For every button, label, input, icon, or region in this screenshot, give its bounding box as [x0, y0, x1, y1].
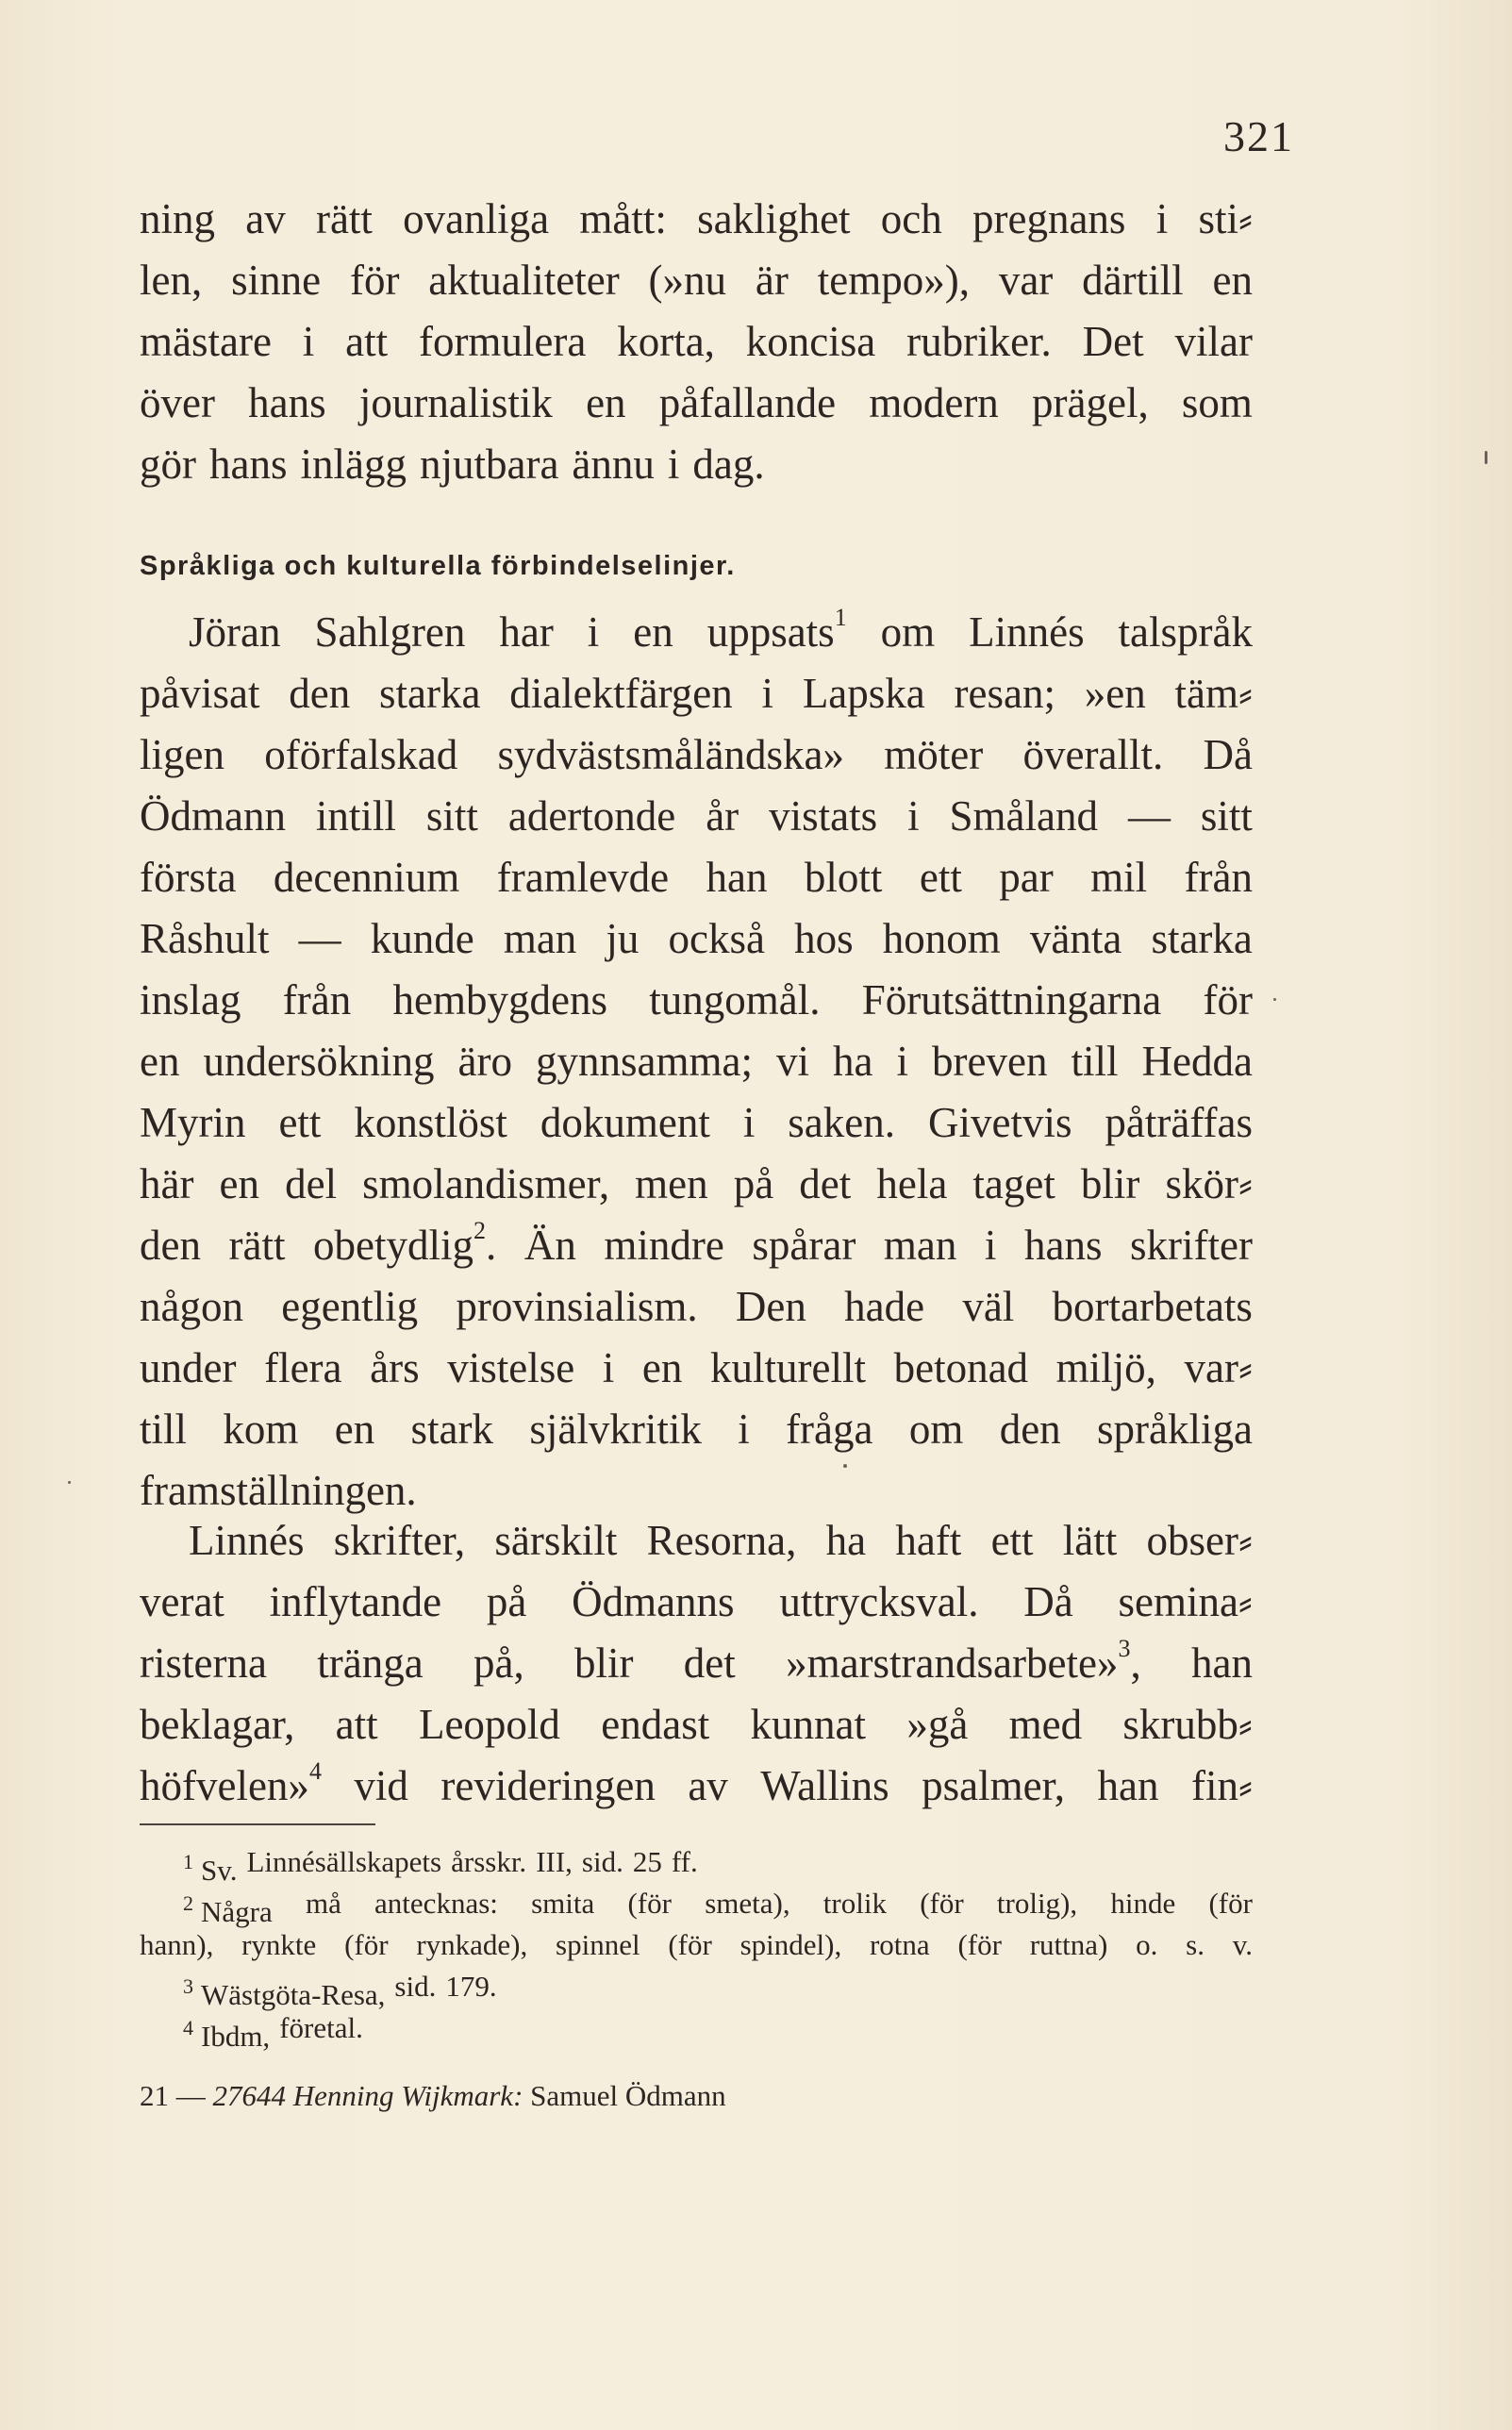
word: »en — [1084, 670, 1146, 717]
word: njutbara — [419, 441, 559, 488]
footnote-word: trolig), — [996, 1887, 1078, 1920]
word: obser⸗ — [1146, 1517, 1253, 1564]
paper-speck — [1485, 451, 1487, 464]
footnote-word: (för — [668, 1928, 712, 1961]
word: för — [349, 257, 400, 304]
word: flera — [264, 1344, 342, 1391]
footnotes — [140, 1841, 1253, 2053]
word: egentlig — [281, 1283, 419, 1330]
word: par — [999, 854, 1054, 901]
word: ovanliga — [403, 195, 550, 242]
word: talspråk — [1118, 608, 1253, 656]
word: Resorna, — [646, 1517, 797, 1564]
word: i — [896, 1038, 909, 1085]
word: dokument — [540, 1099, 710, 1146]
footnote-word: $^1$ Sv. — [183, 1850, 238, 1887]
word: hans — [1023, 1222, 1103, 1269]
word: hos — [794, 915, 854, 962]
word: av — [688, 1762, 728, 1809]
word: en — [1212, 257, 1253, 304]
footnote-word: (för — [1208, 1887, 1253, 1920]
word: mått: — [579, 195, 667, 242]
footnote-word: årsskr. — [451, 1845, 527, 1878]
footnote-word: $^4$ Ibdm, — [183, 2016, 271, 2053]
word: Givetvis — [927, 1099, 1072, 1146]
word: av — [245, 195, 286, 242]
book-title: Samuel Ödmann — [530, 2079, 726, 2112]
text-line — [140, 311, 1253, 373]
word: revideringen — [440, 1762, 656, 1809]
word: hans — [248, 379, 326, 426]
word: rubriker. — [906, 318, 1052, 365]
word: undersökning — [203, 1038, 435, 1085]
word: intill — [315, 792, 396, 840]
word: om — [880, 608, 936, 656]
word: spårar — [752, 1222, 856, 1269]
footnote-word: (för — [957, 1928, 1002, 1961]
word: sinne — [231, 257, 322, 304]
word: tränga — [317, 1639, 424, 1687]
word: den — [999, 1406, 1061, 1453]
word: Det — [1082, 318, 1144, 365]
word: Hedda — [1141, 1038, 1253, 1085]
footnote-word: s. — [1186, 1928, 1205, 1961]
word: han — [1190, 1639, 1253, 1687]
word: skrifter, — [333, 1517, 466, 1564]
word: ett — [278, 1099, 322, 1146]
word: kom — [223, 1406, 299, 1453]
paragraph-1 — [140, 189, 1253, 495]
word: någon — [140, 1283, 243, 1330]
word: äro — [457, 1038, 512, 1085]
word: på, — [473, 1639, 524, 1687]
word: i — [587, 608, 600, 656]
word: väl — [962, 1283, 1015, 1330]
text-line — [140, 1031, 1253, 1092]
word: sydvästsmåländska» — [497, 731, 844, 778]
word: uttrycksval. — [779, 1578, 979, 1625]
word: vänta — [1029, 915, 1122, 962]
word: ning — [140, 195, 216, 242]
footnote-word: rotna — [869, 1928, 930, 1961]
word: var⸗ — [1184, 1344, 1253, 1391]
word: i — [667, 441, 680, 488]
word: Wallins — [760, 1762, 889, 1809]
word: taget — [972, 1160, 1055, 1207]
word: påfallande — [658, 379, 837, 426]
text-line — [140, 250, 1253, 311]
word: del — [285, 1160, 338, 1207]
footnote-word: rynkade), — [416, 1928, 528, 1961]
word: till — [1071, 1038, 1119, 1085]
word: fin⸗ — [1191, 1762, 1253, 1809]
footnote-word: smeta), — [705, 1887, 790, 1920]
word: inflytande — [269, 1578, 442, 1625]
paragraph-3 — [140, 1510, 1253, 1817]
text-line — [140, 1572, 1253, 1633]
footnote-word: trolik — [822, 1887, 887, 1920]
word: sti⸗ — [1198, 195, 1253, 242]
text-line — [140, 663, 1253, 724]
footnote-word: $^2$ Några — [183, 1891, 273, 1928]
footnote-word: o. — [1136, 1928, 1158, 1961]
text-line — [140, 373, 1253, 434]
word: framställningen. — [140, 1467, 417, 1514]
word: sitt — [1200, 792, 1253, 840]
text-line — [140, 1276, 1253, 1338]
word: korta, — [617, 318, 715, 365]
word: att — [335, 1701, 378, 1748]
word: i — [738, 1406, 750, 1453]
word: möter — [884, 731, 984, 778]
word: stark — [410, 1406, 494, 1453]
word: blir — [1080, 1160, 1140, 1207]
word: blott — [804, 854, 883, 901]
word: provinsialism. — [456, 1283, 698, 1330]
word: framlevde — [496, 854, 670, 901]
word: dag. — [692, 441, 765, 488]
footnote-word: (för — [344, 1928, 389, 1961]
word: första — [140, 854, 237, 901]
word: år — [706, 792, 739, 840]
word: Lapska — [802, 670, 925, 717]
word: vistelse — [447, 1344, 575, 1391]
text-line — [140, 1092, 1253, 1154]
word: »marstrandsarbete»$^3$, — [786, 1635, 1141, 1687]
footnote-line — [140, 1883, 1253, 1928]
word: i — [302, 318, 315, 365]
footnote-word: smita — [531, 1887, 595, 1920]
text-line — [140, 1338, 1253, 1399]
word: tempo»), — [817, 257, 970, 304]
word: hans — [209, 441, 288, 488]
word: påträffas — [1105, 1099, 1253, 1146]
word: aktualiteter — [428, 257, 620, 304]
footnote-marker: 3 — [1118, 1635, 1131, 1662]
word: vistats — [769, 792, 878, 840]
footnote-number: 3 — [183, 1974, 193, 1998]
word: en — [633, 608, 673, 656]
footnote-word: företal. — [279, 2011, 363, 2044]
word: Då — [1203, 731, 1253, 778]
word: att — [345, 318, 389, 365]
word: han — [706, 854, 768, 901]
word: därtill — [1082, 257, 1184, 304]
footnote-number: 2 — [183, 1891, 193, 1915]
footnote-word: ruttna) — [1029, 1928, 1108, 1961]
word: Linnés — [189, 1517, 305, 1564]
word: Ödmanns — [572, 1578, 735, 1625]
word: tungomål. — [649, 976, 821, 1024]
word: skrubb⸗ — [1122, 1701, 1253, 1748]
word: koncisa — [745, 318, 876, 365]
word: Sahlgren — [314, 608, 466, 656]
text-line — [140, 189, 1253, 250]
word: men — [635, 1160, 708, 1207]
word: hade — [844, 1283, 925, 1330]
word: formulera — [418, 318, 587, 365]
footnote-line — [140, 2007, 1253, 2053]
word: »gå — [906, 1701, 969, 1748]
word: mästare — [140, 318, 272, 365]
footnote-number: 1 — [183, 1850, 193, 1873]
word: påvisat — [140, 670, 260, 717]
footnote-marker: 4 — [308, 1757, 322, 1785]
word: decennium — [273, 854, 460, 901]
word: ha — [825, 1517, 867, 1564]
word: höfvelen»$^4$ — [140, 1757, 322, 1809]
word: också — [668, 915, 766, 962]
word: hela — [876, 1160, 948, 1207]
footnote-line — [140, 1924, 1253, 1966]
text-line — [140, 970, 1253, 1031]
footnote-word: (för — [627, 1887, 672, 1920]
word: Än — [523, 1222, 576, 1269]
page-number: 321 — [1223, 112, 1294, 160]
word: miljö, — [1055, 1344, 1156, 1391]
footnote-word: 25 — [632, 1845, 662, 1878]
footnote-word: $^3$ Wästgöta-Resa, — [183, 1974, 386, 2011]
word: på — [733, 1160, 774, 1207]
word: Småland — [949, 792, 1098, 840]
word: rätt — [315, 195, 373, 242]
word: Då — [1023, 1578, 1073, 1625]
word: saken. — [788, 1099, 896, 1146]
footnote-word: spindel), — [739, 1928, 842, 1961]
word: kunnat — [750, 1701, 867, 1748]
footnote-line — [140, 1966, 1253, 2011]
word: den — [140, 1222, 201, 1269]
footnote-word: rynkte — [241, 1928, 317, 1961]
text-line — [140, 434, 1253, 495]
word: en — [641, 1344, 683, 1391]
word: mindre — [604, 1222, 724, 1269]
word: Leopold — [418, 1701, 560, 1748]
footnote-word: sid. — [581, 1845, 623, 1878]
word: vilar — [1174, 318, 1253, 365]
word: kunde — [370, 915, 474, 962]
word: på — [486, 1578, 527, 1625]
print-job-number: 27644 — [212, 2079, 286, 2112]
footnote-line — [140, 1841, 1253, 1887]
text-line — [140, 1633, 1253, 1694]
text-line — [140, 602, 1253, 663]
signature-number: 21 — [140, 2079, 169, 2112]
word: lätt — [1062, 1517, 1118, 1564]
footnote-word: III, — [536, 1845, 573, 1878]
word: Jöran — [189, 608, 281, 656]
word: hembygdens — [392, 976, 607, 1024]
paper-speck — [68, 1481, 71, 1484]
word: och — [880, 195, 942, 242]
footnote-word: spinnel — [556, 1928, 640, 1961]
word: ju — [606, 915, 640, 962]
word: om — [908, 1406, 964, 1453]
word: som — [1181, 379, 1253, 426]
word: Förutsättningarna — [861, 976, 1162, 1024]
text-line — [140, 1399, 1253, 1460]
word: konstlöst — [354, 1099, 507, 1146]
text-line — [140, 724, 1253, 786]
word: i — [742, 1099, 756, 1146]
word: haft — [895, 1517, 962, 1564]
word: mil — [1090, 854, 1148, 901]
footnote-marker: 1 — [834, 604, 847, 631]
word: betonad — [893, 1344, 1029, 1391]
word: från — [282, 976, 352, 1024]
word: pregnans — [972, 195, 1126, 242]
footnote-number: 4 — [183, 2016, 193, 2039]
word: skör⸗ — [1165, 1160, 1253, 1207]
word: kulturellt — [710, 1344, 866, 1391]
word: överallt. — [1022, 731, 1164, 778]
footnote-word: v. — [1232, 1928, 1253, 1961]
word: journalistik — [358, 379, 553, 426]
word: inlägg — [300, 441, 407, 488]
footnote-word: må — [305, 1887, 341, 1920]
word: Den — [735, 1283, 806, 1330]
word: i — [907, 792, 920, 840]
word: risterna — [140, 1639, 267, 1687]
text-line — [140, 1694, 1253, 1756]
word: vid — [354, 1762, 408, 1809]
word: prägel, — [1032, 379, 1149, 426]
word: man — [883, 1222, 957, 1269]
word: inslag — [140, 976, 241, 1024]
footnote-word: Linnésällskapets — [246, 1845, 442, 1878]
word: rätt — [228, 1222, 286, 1269]
word: Ödmann — [140, 792, 286, 840]
word: en — [586, 379, 626, 426]
word: psalmer, — [922, 1762, 1066, 1809]
word: det — [799, 1160, 852, 1207]
word: en — [140, 1038, 180, 1085]
author-name: Henning Wijkmark: — [292, 2079, 523, 2112]
word: starka — [378, 670, 481, 717]
word: Råshult — [140, 915, 270, 962]
word: uppsats$^1$ — [706, 604, 847, 656]
text-line — [140, 1756, 1253, 1817]
word: en — [219, 1160, 260, 1207]
word: ett — [919, 854, 962, 901]
word: vi — [775, 1038, 809, 1085]
word: verat — [140, 1578, 224, 1625]
word: års — [370, 1344, 420, 1391]
word: dialektfärgen — [509, 670, 733, 717]
word: med — [1008, 1701, 1083, 1748]
footnote-word: 179. — [445, 1970, 497, 2003]
word: under — [140, 1344, 237, 1391]
word: var — [998, 257, 1054, 304]
section-heading: Språkliga och kulturella förbindelselinjer. — [140, 551, 736, 581]
word: i — [761, 670, 774, 717]
word: oförfalskad — [264, 731, 458, 778]
word: här — [140, 1160, 194, 1207]
word: breven — [932, 1038, 1048, 1085]
word: — — [1127, 792, 1171, 840]
footnote-word: sid. — [394, 1970, 437, 2003]
word: obetydlig$^2$. — [313, 1217, 497, 1269]
footnote-rule — [140, 1823, 375, 1825]
text-line — [140, 847, 1253, 908]
word: självkritik — [529, 1406, 702, 1453]
word: språkliga — [1097, 1406, 1253, 1453]
word: över — [140, 379, 215, 426]
word: blir — [574, 1639, 634, 1687]
word: i — [1155, 195, 1169, 242]
word: endast — [601, 1701, 710, 1748]
word: har — [499, 608, 554, 656]
word: i — [984, 1222, 997, 1269]
paper-speck — [843, 1464, 847, 1468]
word: från — [1184, 854, 1253, 901]
word: det — [683, 1639, 736, 1687]
paper-speck — [1273, 998, 1276, 1001]
text-line — [140, 1154, 1253, 1215]
word: — — [298, 915, 341, 962]
text-line — [140, 1215, 1253, 1276]
word: gynnsamma; — [535, 1038, 753, 1085]
word: fråga — [786, 1406, 873, 1453]
footnote-word: hinde — [1110, 1887, 1176, 1920]
word: smolandismer, — [362, 1160, 610, 1207]
word: honom — [882, 915, 1001, 962]
word: i — [602, 1344, 615, 1391]
word: ligen — [140, 731, 224, 778]
word: modern — [869, 379, 999, 426]
word: beklagar, — [140, 1701, 295, 1748]
footnote-word: hann), — [140, 1928, 214, 1961]
word: gör — [140, 441, 196, 488]
word: en — [334, 1406, 375, 1453]
word: är — [755, 257, 789, 304]
word: saklighet — [697, 195, 851, 242]
word: för — [1203, 976, 1253, 1024]
word: adertonde — [507, 792, 676, 840]
word: resan; — [954, 670, 1055, 717]
footnote-word: ff. — [671, 1845, 698, 1878]
word: till — [140, 1406, 188, 1453]
word: han — [1097, 1762, 1159, 1809]
word: bortarbetats — [1052, 1283, 1253, 1330]
text-line — [140, 786, 1253, 847]
word: skrifter — [1130, 1222, 1253, 1269]
word: den — [289, 670, 351, 717]
paragraph-2 — [140, 602, 1253, 1522]
word: ett — [990, 1517, 1034, 1564]
word: Myrin — [140, 1099, 246, 1146]
footnote-word: (för — [920, 1887, 964, 1920]
printer-signature-line — [140, 2079, 726, 2113]
word: Linnés — [969, 608, 1085, 656]
text-line — [140, 1510, 1253, 1572]
word: sitt — [425, 792, 478, 840]
text-line — [140, 908, 1253, 970]
word: ha — [833, 1038, 873, 1085]
word: man — [503, 915, 577, 962]
word: särskilt — [494, 1517, 618, 1564]
word: starka — [1151, 915, 1253, 962]
word: ännu — [572, 441, 655, 488]
footnote-word: antecknas: — [374, 1887, 498, 1920]
word: (»nu — [648, 257, 727, 304]
word: len, — [140, 257, 203, 304]
word: täm⸗ — [1174, 670, 1253, 717]
footnote-marker: 2 — [474, 1217, 487, 1244]
word: semina⸗ — [1118, 1578, 1253, 1625]
signature-dash: — — [175, 2079, 206, 2112]
